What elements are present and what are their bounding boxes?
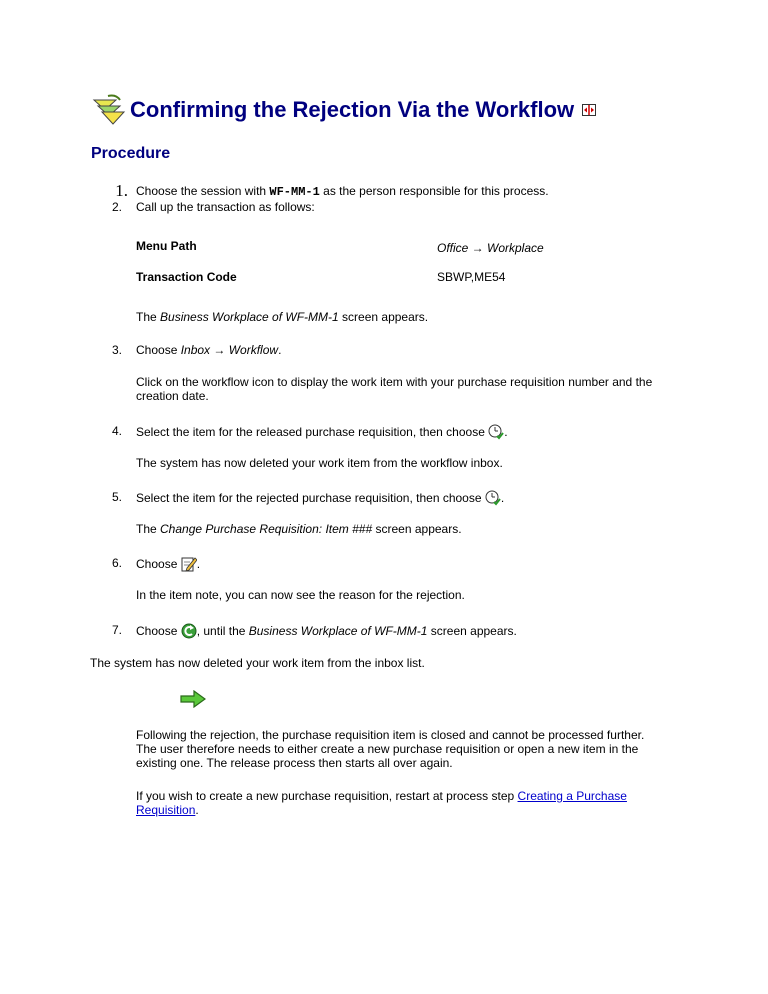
result-line-3: existing one. The release process then starts all over again.: [136, 756, 453, 770]
step-7-text: Choose , until the Business Workplace of WF-MM-1 screen appears.: [136, 624, 517, 638]
step-number: 6.: [111, 556, 122, 570]
session-code: WF-MM-1: [269, 185, 320, 199]
back-arrow-icon[interactable]: [181, 623, 197, 639]
step-5-text: Select the item for the rejected purchase requisition, then choose .: [136, 491, 505, 505]
workflow-icon-note-line2: creation date.: [136, 389, 209, 403]
step-number: 5.: [111, 490, 122, 504]
screen-appears-note: The Business Workplace of WF-MM-1 screen appears.: [136, 310, 429, 324]
result-line-2: The user therefore needs to either create a new purchase requisition or open a new item in the: [136, 742, 639, 756]
process-steps-icon: [90, 92, 126, 128]
section-heading: Procedure: [91, 145, 171, 162]
reason-note: In the item note, you can now see the reason for the rejection.: [136, 588, 465, 602]
transaction-code-value: SBWP,ME54: [437, 270, 506, 284]
step-1-text: Choose the session with WF-MM-1 as the person responsible for this process.: [136, 184, 549, 199]
restart-line-2: Requisition.: [136, 803, 199, 817]
transaction-code-label: Transaction Code: [136, 270, 237, 284]
page-title: Confirming the Rejection Via the Workflow: [130, 97, 575, 122]
step-3-text: Choose Inbox → Workflow.: [136, 343, 282, 357]
expand-toggle-icon[interactable]: [582, 104, 596, 116]
creating-pr-link-cont[interactable]: Requisition: [136, 803, 196, 817]
execute-clock-icon[interactable]: [488, 424, 504, 440]
deleted-inbox-note: The system has now deleted your work item from the workflow inbox.: [136, 456, 503, 470]
edit-pencil-icon[interactable]: [181, 556, 197, 572]
menu-path-value: Office → Workplace: [437, 241, 544, 255]
change-pr-note: The Change Purchase Requisition: Item ### screen appears.: [136, 522, 462, 536]
step-number: 3.: [111, 343, 122, 357]
outcome-note: The system has now deleted your work item from the inbox list.: [90, 656, 425, 670]
step-number: 7.: [111, 623, 122, 637]
menu-path-label: Menu Path: [136, 239, 197, 253]
result-line-1: Following the rejection, the purchase requisition item is closed and cannot be processed further.: [136, 728, 645, 742]
step-number: 4.: [111, 424, 122, 438]
step-4-text: Select the item for the released purchase requisition, then choose .: [136, 425, 508, 439]
creating-pr-link[interactable]: Creating a Purchase: [517, 789, 627, 803]
step-number: 2.: [111, 200, 122, 214]
title-row: [90, 90, 596, 130]
step-2-text: Call up the transaction as follows:: [136, 200, 315, 214]
workflow-icon-note-line1: Click on the workflow icon to display the work item with your purchase requisition number and the: [136, 375, 653, 389]
execute-clock-icon[interactable]: [485, 490, 501, 506]
step-number: 1.: [115, 181, 128, 200]
result-arrow-icon: [180, 690, 206, 708]
restart-line-1: If you wish to create a new purchase requisition, restart at process step Creating a Purchase: [136, 789, 627, 803]
step-6-text: Choose .: [136, 557, 201, 571]
